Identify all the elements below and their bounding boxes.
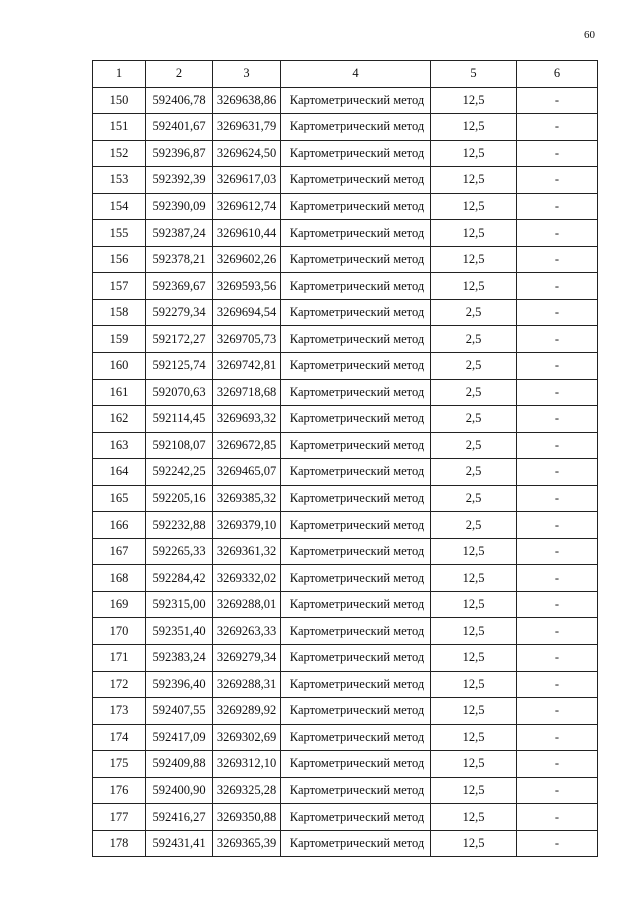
method-cell: Картометрический метод [281,538,431,565]
y-coordinate-cell: 3269617,03 [213,167,281,194]
note-cell: - [517,432,598,459]
y-coordinate-cell: 3269672,85 [213,432,281,459]
point-number-cell: 156 [93,246,146,273]
point-number-cell: 178 [93,830,146,857]
point-number-cell: 150 [93,87,146,114]
point-number-cell: 161 [93,379,146,406]
accuracy-cell: 12,5 [431,618,517,645]
table-row [93,114,598,141]
accuracy-cell: 12,5 [431,698,517,725]
column-header-2: 2 [146,61,213,88]
accuracy-cell: 2,5 [431,512,517,539]
accuracy-cell: 2,5 [431,406,517,433]
table-row [93,273,598,300]
note-cell: - [517,751,598,778]
point-number-cell: 176 [93,777,146,804]
method-cell: Картометрический метод [281,114,431,141]
method-cell: Картометрический метод [281,591,431,618]
accuracy-cell: 12,5 [431,645,517,672]
y-coordinate-cell: 3269705,73 [213,326,281,353]
note-cell: - [517,804,598,831]
table-row [93,724,598,751]
note-cell: - [517,326,598,353]
x-coordinate-cell: 592396,87 [146,140,213,167]
point-number-cell: 164 [93,459,146,486]
y-coordinate-cell: 3269694,54 [213,299,281,326]
x-coordinate-cell: 592416,27 [146,804,213,831]
x-coordinate-cell: 592265,33 [146,538,213,565]
note-cell: - [517,485,598,512]
table-row [93,432,598,459]
method-cell: Картометрический метод [281,698,431,725]
y-coordinate-cell: 3269610,44 [213,220,281,247]
method-cell: Картометрический метод [281,140,431,167]
x-coordinate-cell: 592232,88 [146,512,213,539]
accuracy-cell: 12,5 [431,804,517,831]
y-coordinate-cell: 3269602,26 [213,246,281,273]
y-coordinate-cell: 3269624,50 [213,140,281,167]
point-number-cell: 171 [93,645,146,672]
point-number-cell: 169 [93,591,146,618]
accuracy-cell: 2,5 [431,353,517,380]
y-coordinate-cell: 3269279,34 [213,645,281,672]
x-coordinate-cell: 592284,42 [146,565,213,592]
y-coordinate-cell: 3269379,10 [213,512,281,539]
note-cell: - [517,353,598,380]
y-coordinate-cell: 3269593,56 [213,273,281,300]
note-cell: - [517,618,598,645]
note-cell: - [517,87,598,114]
point-number-cell: 153 [93,167,146,194]
table-row [93,538,598,565]
point-number-cell: 165 [93,485,146,512]
table-row [93,618,598,645]
point-number-cell: 172 [93,671,146,698]
point-number-cell: 166 [93,512,146,539]
accuracy-cell: 12,5 [431,777,517,804]
method-cell: Картометрический метод [281,751,431,778]
point-number-cell: 162 [93,406,146,433]
point-number-cell: 157 [93,273,146,300]
method-cell: Картометрический метод [281,459,431,486]
note-cell: - [517,724,598,751]
table-row [93,379,598,406]
x-coordinate-cell: 592431,41 [146,830,213,857]
accuracy-cell: 12,5 [431,565,517,592]
x-coordinate-cell: 592108,07 [146,432,213,459]
y-coordinate-cell: 3269385,32 [213,485,281,512]
y-coordinate-cell: 3269288,01 [213,591,281,618]
method-cell: Картометрический метод [281,246,431,273]
method-cell: Картометрический метод [281,645,431,672]
y-coordinate-cell: 3269718,68 [213,379,281,406]
note-cell: - [517,220,598,247]
accuracy-cell: 2,5 [431,379,517,406]
x-coordinate-cell: 592242,25 [146,459,213,486]
x-coordinate-cell: 592114,45 [146,406,213,433]
x-coordinate-cell: 592205,16 [146,485,213,512]
note-cell: - [517,645,598,672]
point-number-cell: 173 [93,698,146,725]
table-row [93,751,598,778]
x-coordinate-cell: 592396,40 [146,671,213,698]
method-cell: Картометрический метод [281,406,431,433]
column-header-1: 1 [93,61,146,88]
accuracy-cell: 12,5 [431,830,517,857]
y-coordinate-cell: 3269612,74 [213,193,281,220]
y-coordinate-cell: 3269302,69 [213,724,281,751]
accuracy-cell: 2,5 [431,485,517,512]
accuracy-cell: 12,5 [431,87,517,114]
method-cell: Картометрический метод [281,379,431,406]
method-cell: Картометрический метод [281,87,431,114]
accuracy-cell: 12,5 [431,671,517,698]
accuracy-cell: 2,5 [431,432,517,459]
accuracy-cell: 12,5 [431,193,517,220]
table-row [93,193,598,220]
method-cell: Картометрический метод [281,220,431,247]
y-coordinate-cell: 3269263,33 [213,618,281,645]
y-coordinate-cell: 3269638,86 [213,87,281,114]
table-row [93,591,598,618]
accuracy-cell: 2,5 [431,326,517,353]
note-cell: - [517,698,598,725]
y-coordinate-cell: 3269631,79 [213,114,281,141]
point-number-cell: 155 [93,220,146,247]
x-coordinate-cell: 592401,67 [146,114,213,141]
note-cell: - [517,591,598,618]
point-number-cell: 159 [93,326,146,353]
table-header [93,61,598,88]
table-row [93,87,598,114]
method-cell: Картометрический метод [281,565,431,592]
note-cell: - [517,193,598,220]
point-number-cell: 158 [93,299,146,326]
point-number-cell: 175 [93,751,146,778]
y-coordinate-cell: 3269361,32 [213,538,281,565]
x-coordinate-cell: 592315,00 [146,591,213,618]
point-number-cell: 168 [93,565,146,592]
table-row [93,459,598,486]
note-cell: - [517,671,598,698]
x-coordinate-cell: 592406,78 [146,87,213,114]
method-cell: Картометрический метод [281,724,431,751]
accuracy-cell: 12,5 [431,246,517,273]
table-row [93,804,598,831]
y-coordinate-cell: 3269693,32 [213,406,281,433]
table-row [93,167,598,194]
point-number-cell: 170 [93,618,146,645]
note-cell: - [517,538,598,565]
x-coordinate-cell: 592400,90 [146,777,213,804]
coordinates-table [92,60,598,857]
x-coordinate-cell: 592383,24 [146,645,213,672]
method-cell: Картометрический метод [281,830,431,857]
note-cell: - [517,167,598,194]
x-coordinate-cell: 592070,63 [146,379,213,406]
accuracy-cell: 12,5 [431,220,517,247]
note-cell: - [517,140,598,167]
x-coordinate-cell: 592378,21 [146,246,213,273]
y-coordinate-cell: 3269332,02 [213,565,281,592]
method-cell: Картометрический метод [281,353,431,380]
method-cell: Картометрический метод [281,671,431,698]
method-cell: Картометрический метод [281,512,431,539]
accuracy-cell: 12,5 [431,140,517,167]
y-coordinate-cell: 3269325,28 [213,777,281,804]
y-coordinate-cell: 3269289,92 [213,698,281,725]
column-header-4: 4 [281,61,431,88]
y-coordinate-cell: 3269350,88 [213,804,281,831]
point-number-cell: 167 [93,538,146,565]
table-row [93,485,598,512]
method-cell: Картометрический метод [281,432,431,459]
point-number-cell: 152 [93,140,146,167]
table-row [93,671,598,698]
accuracy-cell: 12,5 [431,724,517,751]
table-row [93,698,598,725]
method-cell: Картометрический метод [281,167,431,194]
table-row [93,220,598,247]
note-cell: - [517,114,598,141]
method-cell: Картометрический метод [281,618,431,645]
accuracy-cell: 12,5 [431,167,517,194]
table-row [93,326,598,353]
x-coordinate-cell: 592409,88 [146,751,213,778]
table-row [93,830,598,857]
note-cell: - [517,777,598,804]
table-row [93,512,598,539]
accuracy-cell: 12,5 [431,751,517,778]
note-cell: - [517,273,598,300]
accuracy-cell: 2,5 [431,459,517,486]
accuracy-cell: 12,5 [431,538,517,565]
table-row [93,353,598,380]
point-number-cell: 177 [93,804,146,831]
accuracy-cell: 12,5 [431,591,517,618]
table-row [93,565,598,592]
x-coordinate-cell: 592392,39 [146,167,213,194]
y-coordinate-cell: 3269288,31 [213,671,281,698]
point-number-cell: 163 [93,432,146,459]
note-cell: - [517,246,598,273]
page-number: 60 [584,29,595,41]
table-body [93,87,598,857]
method-cell: Картометрический метод [281,193,431,220]
method-cell: Картометрический метод [281,273,431,300]
point-number-cell: 154 [93,193,146,220]
x-coordinate-cell: 592351,40 [146,618,213,645]
method-cell: Картометрический метод [281,299,431,326]
x-coordinate-cell: 592407,55 [146,698,213,725]
header-row [93,61,598,88]
column-header-6: 6 [517,61,598,88]
column-header-3: 3 [213,61,281,88]
note-cell: - [517,379,598,406]
note-cell: - [517,565,598,592]
method-cell: Картометрический метод [281,804,431,831]
table-row [93,645,598,672]
x-coordinate-cell: 592390,09 [146,193,213,220]
accuracy-cell: 2,5 [431,299,517,326]
table-row [93,406,598,433]
table-row [93,299,598,326]
method-cell: Картометрический метод [281,777,431,804]
accuracy-cell: 12,5 [431,114,517,141]
point-number-cell: 151 [93,114,146,141]
note-cell: - [517,299,598,326]
x-coordinate-cell: 592279,34 [146,299,213,326]
y-coordinate-cell: 3269365,39 [213,830,281,857]
y-coordinate-cell: 3269465,07 [213,459,281,486]
x-coordinate-cell: 592369,67 [146,273,213,300]
method-cell: Картометрический метод [281,326,431,353]
note-cell: - [517,830,598,857]
method-cell: Картометрический метод [281,485,431,512]
note-cell: - [517,406,598,433]
x-coordinate-cell: 592387,24 [146,220,213,247]
x-coordinate-cell: 592125,74 [146,353,213,380]
y-coordinate-cell: 3269742,81 [213,353,281,380]
x-coordinate-cell: 592172,27 [146,326,213,353]
y-coordinate-cell: 3269312,10 [213,751,281,778]
note-cell: - [517,459,598,486]
accuracy-cell: 12,5 [431,273,517,300]
table-row [93,246,598,273]
x-coordinate-cell: 592417,09 [146,724,213,751]
point-number-cell: 174 [93,724,146,751]
note-cell: - [517,512,598,539]
table-row [93,777,598,804]
column-header-5: 5 [431,61,517,88]
point-number-cell: 160 [93,353,146,380]
table-row [93,140,598,167]
